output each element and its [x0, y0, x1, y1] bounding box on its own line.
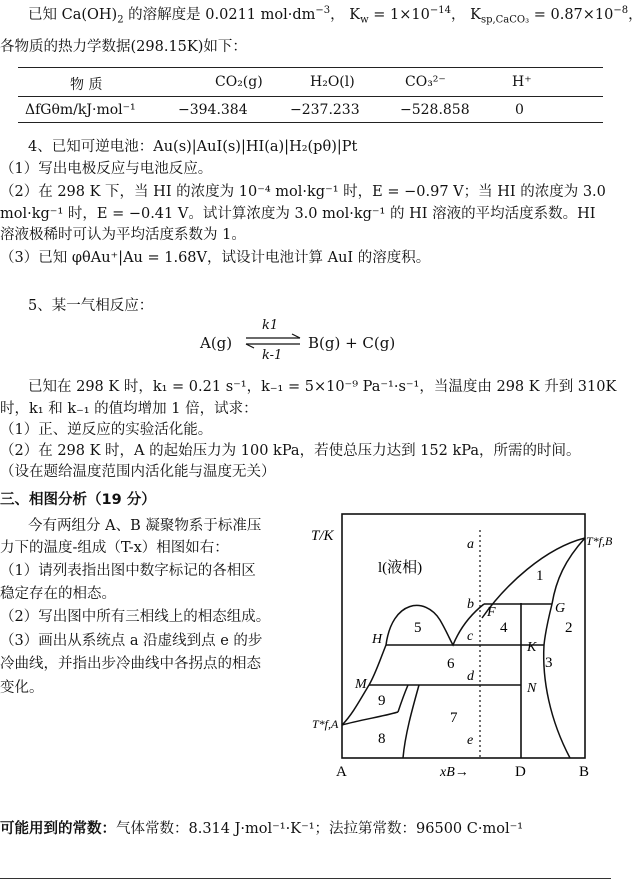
section-3-title: 三、相图分析（19 分）	[0, 492, 156, 508]
table-cell: −528.858	[400, 102, 470, 118]
q5-sub-1: （1）正、逆反应的实验活化能。	[0, 422, 213, 438]
intro-line-1	[28, 2, 643, 30]
table-row-label: ΔfGθm/kJ·mol⁻¹	[25, 102, 136, 118]
axis-D-label: D	[515, 764, 526, 780]
constants-label: 可能用到的常数：	[0, 821, 116, 837]
liquidus-H-M	[369, 645, 386, 685]
boundary-9-right	[398, 685, 408, 712]
intro-line-2: 各物质的热力学数据(298.15K)如下：	[0, 39, 247, 55]
q5-sub-2: （2）在 298 K 时，A 的起始压力为 100 kPa，若使总压力达到 152 kPa，所需的时间。	[0, 443, 581, 459]
region-label: 7	[450, 710, 458, 726]
region-label: 6	[447, 656, 455, 672]
text: ， K	[330, 6, 361, 23]
k-1-label: k-1	[262, 348, 283, 363]
text: ，	[628, 6, 643, 23]
text: −8	[613, 5, 629, 16]
point-e-label: e	[467, 733, 474, 748]
boundary-G-K	[544, 604, 552, 645]
phase-diagram	[300, 510, 611, 790]
point-K-label: K	[527, 640, 537, 655]
text: = 1×10	[368, 6, 430, 23]
point-N-label: N	[527, 681, 537, 696]
q4-sub-2-line-2: mol·kg⁻¹ 时，E = −0.41 V。试计算浓度为 3.0 mol·kg⁻¹ 的 HI 溶液的平均活度系数。HI	[0, 206, 596, 222]
text: ， K	[450, 6, 481, 23]
table-cell: −394.384	[178, 102, 248, 118]
q4-title: 4、已知可逆电池：Au(s)|AuI(s)|HI(a)|H₂(pθ)|Pt	[28, 139, 358, 155]
y-axis-label: T/K	[311, 528, 334, 544]
TfB-label: T*f,B	[586, 534, 613, 548]
region-label: 3	[545, 655, 553, 671]
table-rule-top	[18, 67, 603, 68]
region-label: 4	[500, 620, 508, 636]
text: sp,CaCO₃	[480, 14, 530, 26]
equilibrium-arrow-icon	[244, 334, 304, 348]
table-cell: −237.233	[290, 102, 360, 118]
products: B(g) + C(g)	[308, 334, 396, 352]
q4-sub-2-line-1: （2）在 298 K 下，当 HI 的浓度为 10⁻⁴ mol·kg⁻¹ 时，E = −0.97 V；当 HI 的浓度为 3.0	[0, 184, 606, 200]
TfA-label: T*f,A	[312, 717, 339, 731]
solidus-curve-B	[552, 538, 585, 604]
section-3-text: 力下的温度-组成（T-x）相图如右：	[0, 540, 229, 556]
section-3-text: （1）请列表指出图中数字标记的各相区	[0, 563, 256, 579]
text: 的溶解度是 0.0211 mol·dm	[123, 6, 316, 23]
point-H-label: H	[372, 632, 383, 647]
section-3-text: （3）画出从系统点 a 沿虚线到点 e 的步	[0, 633, 263, 649]
q4-sub-2-line-3: 溶液极稀时可认为平均活度系数为 1。	[0, 227, 246, 243]
section-3-text: 冷曲线，并指出步冷曲线中各拐点的相态	[0, 656, 261, 672]
section-3-text: 稳定存在的相态。	[0, 586, 116, 602]
boundary-7-8	[403, 685, 419, 758]
table-rule-bottom	[18, 122, 603, 123]
region-label: 5	[414, 620, 422, 636]
point-d-label: d	[467, 669, 474, 684]
liquidus-curve	[482, 538, 585, 618]
axis-xB-label: xB→	[440, 765, 469, 780]
text: −3	[315, 5, 331, 16]
constants-line	[0, 820, 523, 838]
liquid-label: l(液相)	[378, 560, 423, 576]
point-G-label: G	[555, 601, 566, 616]
region-label: 2	[565, 620, 573, 636]
region-label: 1	[536, 568, 544, 584]
region-label: 9	[378, 693, 386, 709]
bottom-divider	[0, 878, 611, 879]
table-header: H⁺	[512, 74, 532, 90]
table-header: H₂O(l)	[310, 74, 355, 90]
point-F-label: F	[487, 605, 496, 620]
axis-A-label: A	[336, 764, 347, 780]
table-header: 物 质	[70, 77, 103, 93]
q5-para-1: 已知在 298 K 时，k₁ = 0.21 s⁻¹，k₋₁ = 5×10⁻⁹ Pa⁻¹·s⁻¹，当温度由 298 K 升到 310K	[28, 379, 617, 395]
text: 已知 Ca(OH)	[28, 6, 118, 23]
q5-sub-3: （设在题给温度范围内活化能与温度无关）	[0, 464, 276, 480]
point-M-label: M	[355, 677, 367, 692]
section-3-text: （2）写出图中所有三相线上的相态组成。	[0, 609, 271, 625]
point-c-label: c	[467, 629, 474, 644]
section-3-text: 今有两组分 A、B 凝聚物系于标准压	[28, 518, 262, 534]
text: −14	[429, 5, 451, 16]
point-b-label: b	[467, 597, 474, 612]
axis-B-label: B	[579, 764, 590, 780]
q4-sub-3: （3）已知 φθAu⁺|Au = 1.68V，试设计电池计算 AuI 的溶度积。	[0, 250, 431, 266]
table-cell: 0	[515, 102, 524, 118]
point-a-label: a	[467, 537, 474, 552]
q5-para-2: 时，k₁ 和 k₋₁ 的值均增加 1 倍，试求：	[0, 401, 258, 417]
region-label: 8	[378, 731, 386, 747]
table-header: CO₂(g)	[215, 74, 263, 90]
table-header: CO₃²⁻	[405, 74, 446, 90]
reaction-equation	[200, 318, 420, 366]
k1-label: k1	[262, 318, 279, 333]
constants-text: 气体常数：8.314 J·mol⁻¹·K⁻¹；法拉第常数：96500 C·mol⁻¹	[116, 821, 524, 837]
table-rule-mid	[18, 96, 603, 97]
text: 2	[117, 14, 124, 26]
q4-sub-1: （1）写出电极反应与电池反应。	[0, 161, 213, 177]
q5-title: 5、某一气相反应：	[28, 298, 154, 314]
text: = 0.87×10	[529, 6, 614, 23]
text: w	[360, 14, 369, 26]
reactant: A(g)	[200, 334, 233, 352]
section-3-text: 变化。	[0, 680, 44, 696]
